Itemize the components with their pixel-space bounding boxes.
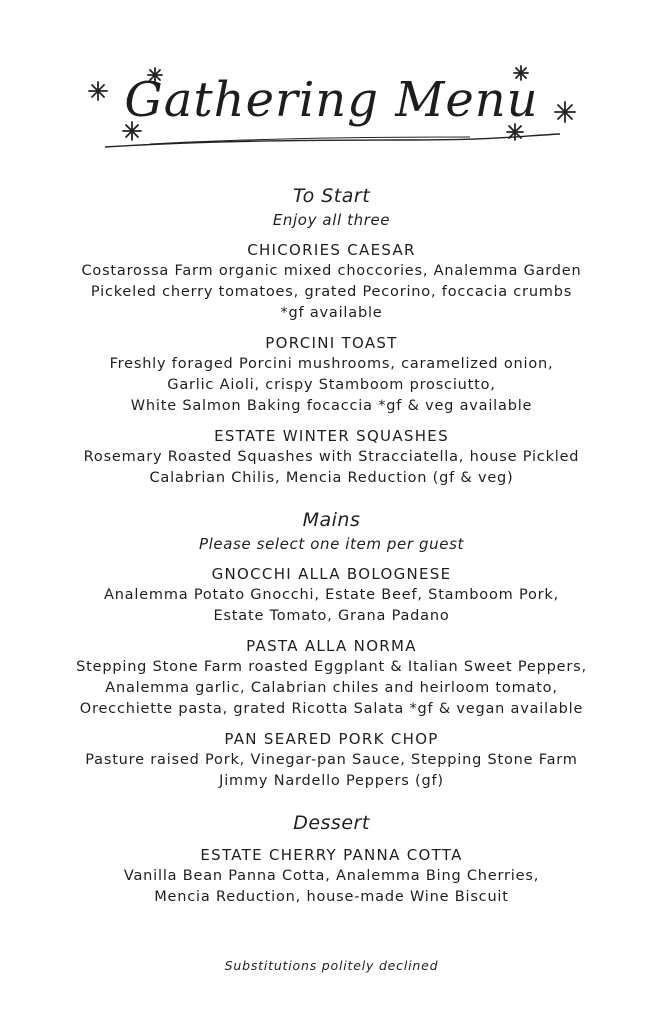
menu-header	[0, 0, 663, 170]
menu-item-name: ESTATE CHERRY PANNA COTTA	[200, 846, 463, 864]
menu-item-description: Pasture raised Pork, Vinegar-pan Sauce, Stepping Stone Farm Jimmy Nardello Peppers (gf)	[85, 752, 578, 789]
section-subtitle: Enjoy all three	[272, 211, 391, 229]
menu-item-description: Analemma Potato Gnocchi, Estate Beef, Stamboom Pork, Estate Tomato, Grana Padano	[103, 587, 560, 624]
section-dessert	[0, 810, 663, 908]
menu-item-name: CHICORIES CAESAR	[247, 241, 416, 259]
section-title: Dessert	[293, 812, 370, 834]
menu-item-name: PORCINI TOAST	[265, 334, 398, 352]
menu-content	[0, 183, 663, 908]
menu-item-name: PAN SEARED PORK CHOP	[224, 730, 439, 748]
menu-item-description: Vanilla Bean Panna Cotta, Analemma Bing Cherries, Mencia Reduction, house-made Wine Biscuit	[123, 868, 540, 905]
footer-note: Substitutions politely declined	[224, 958, 439, 973]
menu-item-description: Freshly foraged Porcini mushrooms, caramelized onion, Garlic Aioli, crispy Stamboom prosciutto, White Salmon Baking focaccia *gf & veg available	[109, 356, 554, 414]
menu-item-description: Rosemary Roasted Squashes with Stracciatella, house Pickled Calabrian Chilis, Mencia Reduction (gf & veg)	[83, 449, 580, 486]
section-title: To Start	[292, 185, 371, 207]
menu-item-name: PASTA ALLA NORMA	[246, 637, 417, 655]
section-title: Mains	[302, 509, 361, 531]
title-underline	[105, 134, 560, 147]
menu-item-name: ESTATE WINTER SQUASHES	[214, 427, 449, 445]
menu-item-description: Stepping Stone Farm roasted Eggplant & Italian Sweet Peppers, Analemma garlic, Calabrian chiles and heirloom tomato, Orecchiette pasta, grated Ricotta Salata *gf & vegan available	[76, 659, 587, 717]
section-mains	[0, 507, 663, 792]
menu-item-name: GNOCCHI ALLA BOLOGNESE	[211, 565, 452, 583]
menu-item-description: Costarossa Farm organic mixed choccories, Analemma Garden Pickeled cherry tomatoes, grated Pecorino, foccacia crumbs *gf available	[81, 263, 582, 321]
section-to-start	[0, 183, 663, 489]
section-subtitle: Please select one item per guest	[199, 535, 464, 553]
menu-title: Gathering Menu	[124, 72, 539, 128]
